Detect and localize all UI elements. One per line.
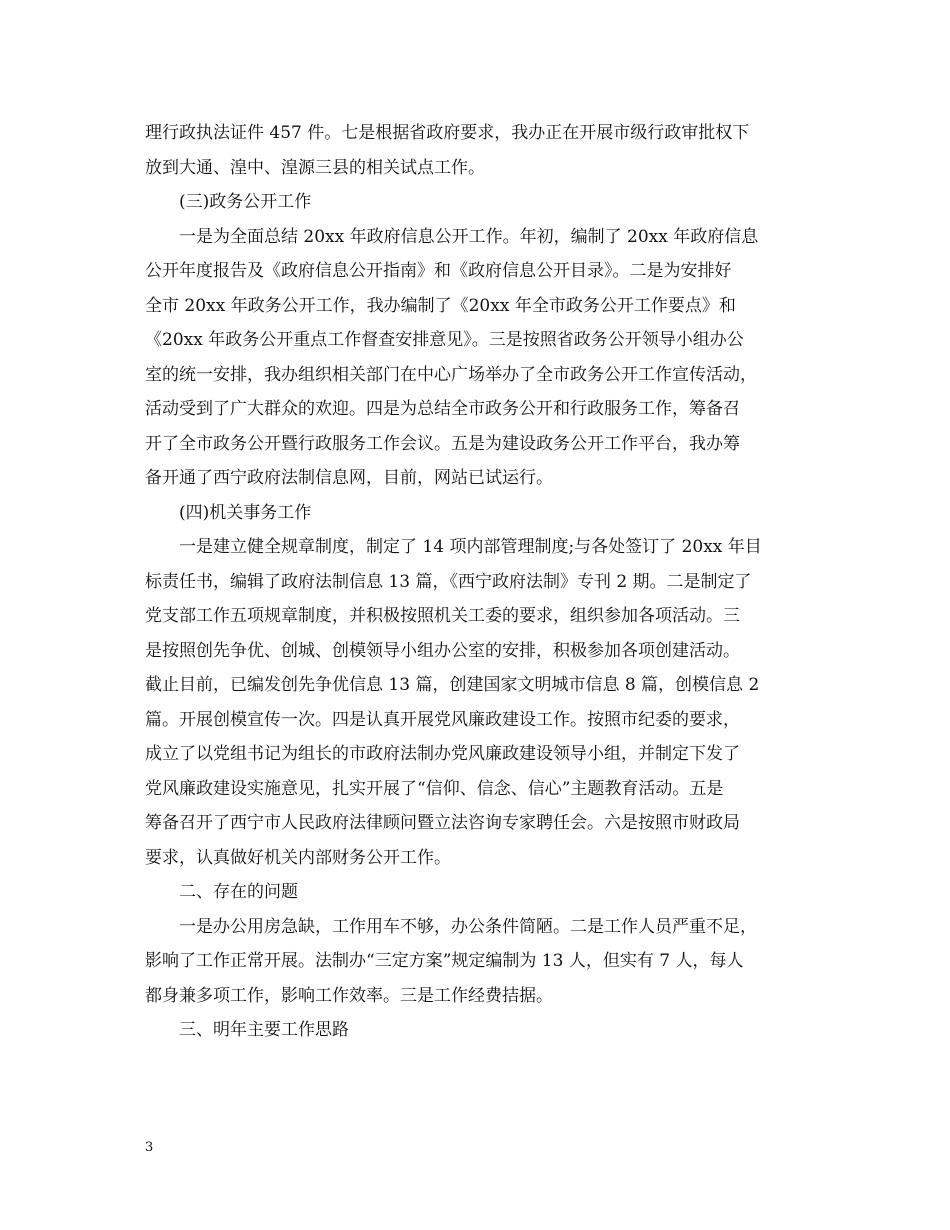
text-line: (四)机关事务工作 (179, 502, 312, 523)
page-number: 3 (145, 1140, 154, 1155)
text-line: 活动受到了广大群众的欢迎。四是为总结全市政务公开和行政服务工作，筹备召 (145, 399, 740, 419)
text-line: 备开通了西宁政府法制信息网，目前，网站已试运行。 (145, 468, 553, 488)
text-line: 全市 20xx 年政务公开工作，我办编制了《20xx 年全市政务公开工作要点》和 (145, 295, 736, 316)
text-line: 标责任书，编辑了政府法制信息 13 篇，《西宁政府法制》专刊 2 期。二是制定了 (145, 571, 752, 592)
text-line: 截止目前，已编发创先争优信息 13 篇，创建国家文明城市信息 8 篇，创模信息 2 (145, 675, 760, 695)
text-line: 室的统一安排，我办组织相关部门在中心广场举办了全市政务公开工作宣传活动， (145, 364, 757, 385)
text-line: 党支部工作五项规章制度，并积极按照机关工委的要求，组织参加各项活动。三 (145, 606, 740, 626)
document-body (145, 116, 805, 1048)
text-line: 是按照创先争优、创城、创模领导小组办公室的安排，积极参加各项创建活动。 (145, 640, 740, 661)
text-line: (三)政务公开工作 (179, 192, 312, 212)
text-line: 公开年度报告及《政府信息公开指南》和《政府信息公开目录》。二是为安排好 (145, 261, 732, 281)
text-line: 要求，认真做好机关内部财务公开工作。 (145, 847, 451, 868)
text-line: 二、存在的问题 (179, 882, 298, 902)
text-line: 党风廉政建设实施意见，扎实开展了“信仰、信念、信心”主题教育活动。五是 (145, 778, 724, 799)
text-line: 篇。开展创模宣传一次。四是认真开展党风廉政建设工作。按照市纪委的要求， (145, 709, 740, 730)
text-line: 开了全市政务公开暨行政服务工作会议。五是为建设政务公开工作平台，我办筹 (145, 433, 740, 454)
text-line: 一是建立健全规章制度，制定了 14 项内部管理制度;与各处签订了 20xx 年目 (179, 537, 762, 557)
text-line: 都身兼多项工作，影响工作效率。三是工作经费拮据。 (145, 985, 553, 1006)
text-line: 放到大通、湟中、湟源三县的相关试点工作。 (145, 157, 485, 178)
text-line: 一是办公用房急缺，工作用车不够，办公条件简陋。二是工作人员严重不足， (179, 916, 757, 937)
text-line: 一是为全面总结 20xx 年政府信息公开工作。年初，编制了 20xx 年政府信息 (179, 226, 759, 247)
text-line: 理行政执法证件 457 件。七是根据省政府要求，我办正在开展市级行政审批权下 (145, 123, 750, 143)
text-line: 《20xx 年政务公开重点工作督查安排意见》。三是按照省政务公开领导小组办公 (145, 330, 744, 350)
text-line: 筹备召开了西宁市人民政府法律顾问暨立法咨询专家聘任会。六是按照市财政局 (145, 813, 740, 833)
text-line: 成立了以党组书记为组长的市政府法制办党风廉政建设领导小组，并制定下发了 (145, 744, 740, 764)
text-line: 影响了工作正常开展。法制办“三定方案”规定编制为 13 人，但实有 7 人，每人 (145, 951, 744, 971)
text-line: 三、明年主要工作思路 (179, 1020, 349, 1040)
